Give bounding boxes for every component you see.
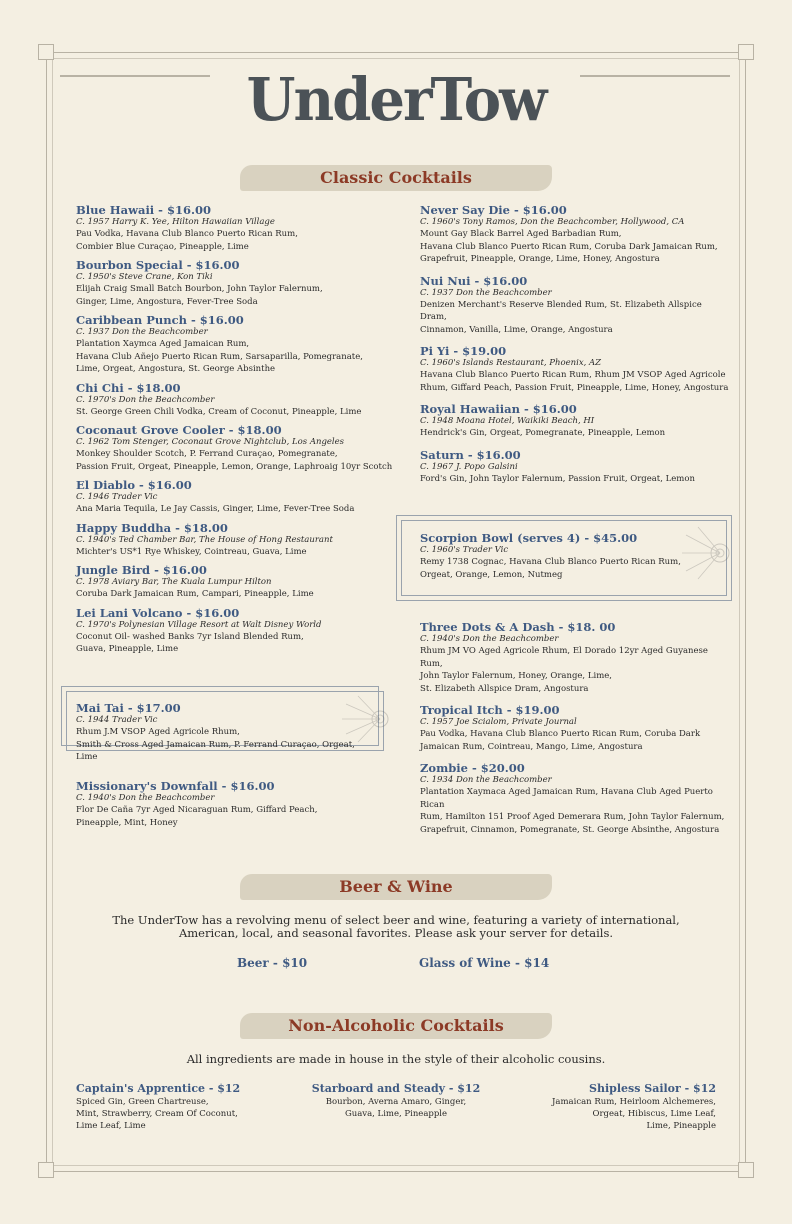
item-name: Coconaut Grove Cooler - $18.00 <box>76 423 282 437</box>
menu-item <box>76 521 396 559</box>
item-origin: C. 1944 Trader Vic <box>76 715 158 725</box>
non-alcoholic-title: Non-Alcoholic Cocktails <box>288 1016 504 1035</box>
item-ingredients: Ana Maria Tequila, Le Jay Cassis, Ginger, Lime, Fever-Tree Soda <box>76 504 355 514</box>
item-name: Never Say Die - $16.00 <box>420 203 567 217</box>
item-origin: C. 1957 Joe Scialom, Private Journal <box>420 717 577 727</box>
item-origin: C. 1967 J. Popo Galsini <box>420 461 518 472</box>
item-ingredients: St. George Green Chili Vodka, Cream of Coconut, Pineapple, Lime <box>76 406 362 417</box>
item-name: Mai Tai - $17.00 <box>76 701 181 715</box>
item-ingredients: Guava, Lime, Pineapple <box>344 1109 448 1119</box>
item-name: Three Dots & A Dash - $18. 00 <box>420 620 616 634</box>
menu-item <box>76 779 376 829</box>
item-origin: C. 1940's Don the Beachcomber <box>420 634 559 644</box>
item-ingredients: Rhum JM VO Aged Agricole Rhum, El Dorado 12yr Aged Guyanese Rum, <box>420 646 708 669</box>
item-ingredients: Bourbon, Averna Amaro, Ginger, <box>325 1097 467 1107</box>
item-name: Chi Chi - $18.00 <box>76 380 181 395</box>
item-name: Royal Hawaiian - $16.00 <box>420 402 577 416</box>
item-ingredients: Pau Vodka, Havana Club Blanco Puerto Rican Rum, <box>76 229 298 239</box>
item-name: Caribbean Punch - $16.00 <box>76 313 244 327</box>
item-ingredients: Mount Gay Black Barrel Aged Barbadian Rum, <box>420 229 622 239</box>
na-item-shipless-sailor <box>516 1082 716 1137</box>
logo <box>0 64 792 136</box>
item-name: Shipless Sailor - $12 <box>589 1082 716 1095</box>
item-origin: C. 1934 Don the Beachcomber <box>420 775 552 785</box>
menu-item <box>296 1082 496 1120</box>
item-name: El Diablo - $16.00 <box>76 478 192 492</box>
item-ingredients: Remy 1738 Cognac, Havana Club Blanco Puerto Rican Rum, <box>420 557 681 567</box>
item-origin: C. 1940's Don the Beachcomber <box>76 793 215 803</box>
item-ingredients: Plantation Xaymca Aged Jamaican Rum, <box>76 339 250 349</box>
item-origin: C. 1937 Don the Beachcomber <box>420 287 552 298</box>
menu-item <box>420 203 730 266</box>
item-origin: C. 1970's Don the Beachcomber <box>76 394 215 405</box>
item-name: Missionary's Downfall - $16.00 <box>76 779 275 793</box>
item-ingredients: Orgeat, Hibiscus, Lime Leaf, <box>592 1109 716 1119</box>
menu-item <box>420 448 730 486</box>
menu-item <box>516 1082 716 1132</box>
item-origin: C. 1970's Polynesian Village Resort at Walt Disney World <box>76 619 322 630</box>
menu-item <box>420 344 730 394</box>
menu-item <box>76 258 396 308</box>
frame-corner <box>38 44 54 60</box>
item-ingredients: Smith & Cross Aged Jamaican Rum, P. Ferrand Curaçao, Orgeat, Lime <box>76 739 355 762</box>
item-ingredients: Ginger, Lime, Angostura, Fever-Tree Soda <box>76 296 258 307</box>
classic-left-column <box>76 203 396 661</box>
item-ingredients: Guava, Pineapple, Lime <box>76 644 179 654</box>
missionary-item <box>76 779 376 834</box>
item-origin: C. 1937 Don the Beachcomber <box>76 327 208 337</box>
item-ingredients: Denizen Merchant's Reserve Blended Rum, St. Elizabeth Allspice Dram, <box>420 299 702 322</box>
item-name: Scorpion Bowl (serves 4) - $45.00 <box>420 531 638 545</box>
logo-text: UnderTow <box>246 65 546 135</box>
classic-cocktails-title: Classic Cocktails <box>320 168 472 187</box>
item-ingredients: Ford's Gin, John Taylor Falernum, Passion Fruit, Orgeat, Lemon <box>420 473 695 484</box>
item-origin: C. 1946 Trader Vic <box>76 492 158 502</box>
item-ingredients: John Taylor Falernum, Honey, Orange, Lime, <box>420 671 612 681</box>
item-name: Tropical Itch - $19.00 <box>420 703 560 717</box>
item-ingredients: Rum, Hamilton 151 Proof Aged Demerara Rum, John Taylor Falernum, <box>420 812 725 822</box>
non-alcoholic-description: All ingredients are made in house in the style of their alcoholic cousins. <box>186 1052 606 1066</box>
classic-right-column-lower <box>420 620 730 844</box>
item-ingredients: Rhum J.M VSOP Aged Agricole Rhum, <box>76 727 240 737</box>
item-origin: C. 1960's Islands Restaurant, Phoenix, AZ <box>420 358 602 368</box>
menu-item <box>76 203 396 253</box>
item-ingredients: Flor De Caña 7yr Aged Nicaraguan Rum, Giffard Peach, <box>76 805 318 815</box>
menu-item <box>76 478 396 516</box>
item-name: Zombie - $20.00 <box>420 761 525 775</box>
item-ingredients: Lime, Orgeat, Angostura, St. George Absinthe <box>76 364 276 374</box>
item-ingredients: Cinnamon, Vanilla, Lime, Orange, Angostura <box>420 324 613 335</box>
frame-corner <box>38 1162 54 1178</box>
item-name: Pi Yi - $19.00 <box>420 344 507 358</box>
menu-item <box>420 703 730 753</box>
item-ingredients: Grapefruit, Pineapple, Orange, Lime, Honey, Angostura <box>420 254 660 264</box>
item-name: Starboard and Steady - $12 <box>311 1082 481 1095</box>
item-ingredients: Pau Vodka, Havana Club Blanco Puerto Rican Rum, Coruba Dark <box>420 729 701 739</box>
mai-tai-item <box>76 701 376 769</box>
item-ingredients: Pineapple, Mint, Honey <box>76 817 178 828</box>
item-name: Jungle Bird - $16.00 <box>76 563 207 577</box>
na-item-captains-apprentice <box>76 1082 276 1137</box>
menu-item <box>76 423 396 473</box>
item-origin: C. 1950's Steve Crane, Kon Tiki <box>76 272 213 282</box>
item-ingredients: Coruba Dark Jamaican Rum, Campari, Pineapple, Lime <box>76 589 314 599</box>
item-ingredients: Lime, Pineapple <box>646 1121 716 1131</box>
scorpion-item <box>420 531 700 586</box>
item-ingredients: St. Elizabeth Allspice Dram, Angostura <box>420 683 589 694</box>
item-origin: C. 1957 Harry K. Yee, Hilton Hawaiian Village <box>76 217 275 227</box>
menu-item <box>420 402 730 440</box>
item-ingredients: Plantation Xaymaca Aged Jamaican Rum, Havana Club Aged Puerto Rican <box>420 787 713 810</box>
menu-item <box>420 531 700 581</box>
menu-item <box>420 274 730 337</box>
item-origin: C. 1948 Moana Hotel, Waikiki Beach, HI <box>420 416 595 426</box>
menu-item <box>76 701 376 764</box>
menu-item <box>420 761 730 836</box>
item-ingredients: Havana Club Blanco Puerto Rican Rum, Rhum JM VSOP Aged Agricole <box>420 370 726 380</box>
item-name: Saturn - $16.00 <box>420 447 521 462</box>
beer-price: Beer - $10 <box>237 956 308 970</box>
item-name: Captain's Apprentice - $12 <box>76 1082 241 1095</box>
item-ingredients: Monkey Shoulder Scotch, P. Ferrand Curaçao, Pomegranate, <box>76 449 338 459</box>
classic-right-column <box>420 203 730 493</box>
item-name: Lei Lani Volcano - $16.00 <box>76 605 240 620</box>
item-ingredients: Jamaican Rum, Cointreau, Mango, Lime, Angostura <box>420 741 643 752</box>
item-origin: C. 1960's Trader Vic <box>420 545 509 555</box>
menu-item <box>76 1082 276 1132</box>
wine-price: Glass of Wine - $14 <box>419 956 550 970</box>
item-origin: C. 1962 Tom Stenger, Coconaut Grove Nightclub, Los Angeles <box>76 437 345 447</box>
item-ingredients: Mint, Strawberry, Cream Of Coconut, <box>76 1109 238 1119</box>
item-ingredients: Rhum, Giffard Peach, Passion Fruit, Pineapple, Lime, Honey, Angostura <box>420 382 729 393</box>
item-ingredients: Spiced Gin, Green Chartreuse, <box>76 1097 209 1107</box>
menu-item <box>76 563 396 601</box>
item-ingredients: Michter's US*1 Rye Whiskey, Cointreau, Guava, Lime <box>76 546 307 557</box>
item-name: Happy Buddha - $18.00 <box>76 520 228 535</box>
beer-wine-description-2: American, local, and seasonal favorites. Please ask your server for details. <box>178 926 614 940</box>
item-name: Nui Nui - $16.00 <box>420 273 528 288</box>
beer-wine-description-1: The UnderTow has a revolving menu of select beer and wine, featuring a variety of international, <box>112 913 680 927</box>
item-origin: C. 1960's Tony Ramos, Don the Beachcomber, Hollywood, CA <box>420 217 685 227</box>
item-name: Blue Hawaii - $16.00 <box>76 203 211 217</box>
item-ingredients: Coconut Oil- washed Banks 7yr Island Blended Rum, <box>76 631 304 642</box>
frame-corner <box>738 1162 754 1178</box>
item-ingredients: Hendrick's Gin, Orgeat, Pomegranate, Pineapple, Lemon <box>420 428 666 438</box>
menu-item <box>420 620 730 695</box>
menu-item <box>76 606 396 656</box>
item-name: Bourbon Special - $16.00 <box>76 258 240 272</box>
item-ingredients: Passion Fruit, Orgeat, Pineapple, Lemon, Orange, Laphroaig 10yr Scotch <box>76 461 393 472</box>
item-origin: C. 1978 Aviary Bar, The Kuala Lumpur Hilton <box>76 577 272 587</box>
item-ingredients: Jamaican Rum, Heirloom Alchemeres, <box>552 1097 716 1107</box>
item-ingredients: Havana Club Añejo Puerto Rican Rum, Sarsaparilla, Pomegranate, <box>76 351 363 362</box>
menu-item <box>76 313 396 376</box>
beer-wine-title: Beer & Wine <box>339 877 453 896</box>
item-origin: C. 1940's Ted Chamber Bar, The House of Hong Restaurant <box>76 534 333 545</box>
item-ingredients: Combier Blue Curaçao, Pineapple, Lime <box>76 241 249 252</box>
item-ingredients: Grapefruit, Cinnamon, Pomegranate, St. George Absinthe, Angostura <box>420 824 720 835</box>
item-ingredients: Orgeat, Orange, Lemon, Nutmeg <box>420 569 563 580</box>
frame-corner <box>738 44 754 60</box>
item-ingredients: Lime Leaf, Lime <box>76 1121 146 1131</box>
item-ingredients: Havana Club Blanco Puerto Rican Rum, Coruba Dark Jamaican Rum, <box>420 241 718 252</box>
item-ingredients: Elijah Craig Small Batch Bourbon, John Taylor Falernum, <box>76 284 323 294</box>
na-item-starboard-and-steady <box>296 1082 496 1125</box>
menu-item <box>76 381 396 419</box>
